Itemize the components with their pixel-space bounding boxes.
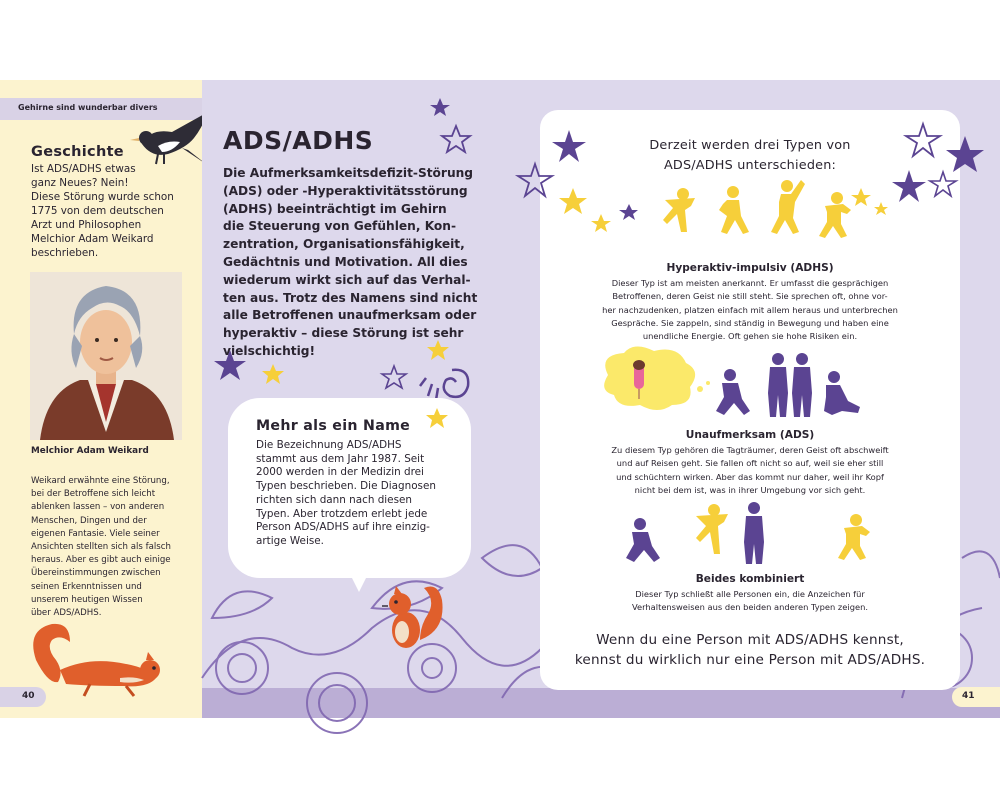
page-number-left [0,687,46,707]
type-hyperactive-text: Dieser Typ ist am meisten anerkannt. Er umfasst die gesprächigen Betroffenen, deren Geist nie still steht. Sie sprechen oft, ohne vor- her nachzudenken, platzen einfach mit allem heraus und unterbrechen Gespräche. Sie zappeln, sind ständig in Bewegung und haben eine unendliche Energie. Oft gehen sie hohe Risiken ein. [602,278,898,342]
history-title: Geschichte [31,144,124,160]
star-icon [214,350,248,384]
page-number-right-text: 41 [962,691,975,701]
squirrel-illustration [380,580,450,660]
type-combined-text: Dieser Typ schließt alle Personen ein, die Anzeichen für Verhaltensweisen aus den beiden anderen Typen zeigen. [632,589,868,613]
history-text: Ist ADS/ADHS etwas ganz Neues? Nein! Diese Störung wurde schon 1775 von dem deutschen Arzt und Philosophen Melchior Adam Weikard beschrieben. [31,163,174,259]
star-icon [426,408,450,432]
portrait-illustration [30,272,182,440]
type-hyperactive-title: Hyperaktiv-impulsiv (ADHS) [666,262,834,274]
running-head-text: Gehirne sind wunderbar divers [18,103,158,112]
portrait-caption: Melchior Adam Weikard [31,446,149,456]
main-title: ADS/ADHS [223,126,374,155]
info-bubble-tail [347,568,371,592]
type-inattentive-text: Zu diesem Typ gehören die Tagträumer, deren Geist oft abschweift und auf Reisen geht. Sie fallen oft nicht so auf, weil sie eher still und schüchtern wirken. Aber das kommt nur daher, weil ihr Kopf nicht bei dem ist, was in ihrer Umgebung vor sich geht. [611,445,889,495]
left-sidebar-column [0,80,202,718]
main-intro-text: Die Aufmerksamkeitsdefizit-Störung (ADS) oder -Hyperaktivitätsstörung (ADHS) beeinträchtigt im Gehirn die Steuerung von Gefühlen, Kon- zentration, Organisationsfähigkeit, Gedächtnis und Motivation. All dies wiederum wirkt sich auf das Verhal- ten aus. Trotz des Namens sind nicht alle Betroffenen unaufmerksam oder hyperaktiv – diese Störung ist sehr vielschichtig! [223,166,478,358]
page-number-right [952,687,1000,707]
page-number-left-text: 40 [22,691,35,701]
closing-statement: Wenn du eine Person mit ADS/ADHS kennst, kennst du wirklich nur eine Person mit ADS/ADHS. [574,632,926,668]
star-outline-icon [930,172,958,200]
hyperactive-figures-illustration [555,180,895,250]
inattentive-figures-illustration [598,345,878,425]
bubble-text: Die Bezeichnung ADS/ADHS stammt aus dem Jahr 1987. Seit 2000 werden in der Medizin drei Typen beschrieben. Die Diagnosen richten sich dann nach diesen Typen. Aber trotzdem erlebt jede Person ADS/ADHS auf ihre einzig- artige Weise. [256,439,436,547]
star-icon [430,98,460,128]
weikard-text: Weikard erwähnte eine Störung, bei der Betroffene sich leicht ablenken lassen – von anderen Menschen, Dingen und der eigenen Fantasie. Viele seiner Ansichten stellten sich als falsch heraus. Aber es gibt auch einige Übereinstimmungen zwischen seinen Erkenntnissen und unserem heutigen Wissen über ADS/ADHS. [31,476,171,619]
type-inattentive-title: Unaufmerksam (ADS) [685,429,815,441]
types-intro: Derzeit werden drei Typen von ADS/ADHS unterschieden: [649,138,851,173]
squirrel-illustration [30,620,170,700]
star-icon [262,364,286,388]
bubble-title: Mehr als ein Name [256,418,411,434]
book-spread [0,80,1000,718]
star-outline-icon [382,366,408,392]
star-outline-icon [442,126,472,156]
combined-figures-illustration [610,502,890,572]
type-combined-title: Beides kombiniert [695,573,805,585]
